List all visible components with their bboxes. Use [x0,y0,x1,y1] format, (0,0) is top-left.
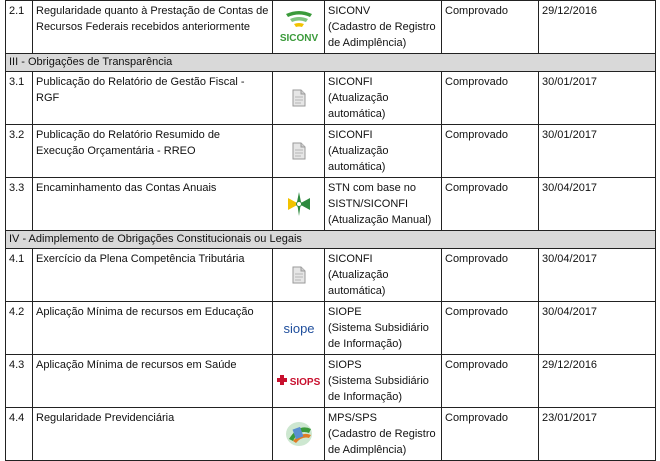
obligations-table [5,0,656,461]
siconv-logo-text: SICONV [279,33,318,44]
item-source: SICONFI (Atualização automática) [325,249,442,302]
item-date: 30/04/2017 [539,178,656,231]
document-icon [292,92,306,104]
item-icon-cell [273,355,325,408]
item-icon-cell [273,178,325,231]
item-date: 30/01/2017 [539,125,656,178]
table-row [6,302,656,355]
document-icon [292,269,306,281]
item-date: 30/01/2017 [539,72,656,125]
item-date: 29/12/2016 [539,355,656,408]
table-row [6,125,656,178]
item-icon-cell [273,302,325,355]
mps-logo-icon [283,428,315,440]
siope-logo-icon [276,322,322,334]
item-status: Comprovado [442,355,539,408]
table-body [6,1,656,461]
item-icon-cell [273,125,325,178]
item-icon-cell [273,1,325,54]
item-status: Comprovado [442,178,539,231]
item-number: 4.1 [6,249,33,302]
item-number: 4.2 [6,302,33,355]
item-description: Publicação do Relatório Resumido de Execução Orçamentária - RREO [33,125,273,178]
table-row [6,72,656,125]
item-description: Aplicação Mínima de recursos em Saúde [33,355,273,408]
section-header-row [6,54,656,72]
siope-logo-text: siope [282,321,315,336]
section-header-row [6,231,656,249]
item-status: Comprovado [442,249,539,302]
item-status: Comprovado [442,125,539,178]
item-description: Publicação do Relatório de Gestão Fiscal - RGF [33,72,273,125]
document-icon [292,145,306,157]
siops-logo-icon [275,375,323,387]
item-description: Aplicação Mínima de recursos em Educação [33,302,273,355]
item-number: 4.4 [6,408,33,461]
item-date: 30/04/2017 [539,249,656,302]
item-status: Comprovado [442,302,539,355]
item-source: SICONFI (Atualização automática) [325,72,442,125]
item-source: MPS/SPS (Cadastro de Registro de Adimplência) [325,408,442,461]
item-status: Comprovado [442,72,539,125]
table-row [6,408,656,461]
item-source: SIOPS (Sistema Subsidiário de Informação) [325,355,442,408]
item-number: 3.1 [6,72,33,125]
table-row [6,178,656,231]
item-icon-cell [273,72,325,125]
item-number: 4.3 [6,355,33,408]
stn-logo-icon [284,198,314,210]
item-source: SICONFI (Atualização automática) [325,125,442,178]
table-row [6,355,656,408]
item-source: SICONV (Cadastro de Registro de Adimplência) [325,1,442,54]
item-description: Regularidade quanto à Prestação de Contas de Recursos Federais recebidos anteriormente [33,1,273,54]
item-status: Comprovado [442,1,539,54]
item-source: STN com base no SISTN/SICONFI (Atualização Manual) [325,178,442,231]
item-number: 3.3 [6,178,33,231]
item-description: Exercício da Plena Competência Tributária [33,249,273,302]
item-icon-cell [273,249,325,302]
section-title: IV - Adimplemento de Obrigações Constitucionais ou Legais [6,231,656,249]
siops-logo-text: SIOPS [289,377,320,388]
item-icon-cell [273,408,325,461]
item-description: Regularidade Previdenciária [33,408,273,461]
section-title: III - Obrigações de Transparência [6,54,656,72]
item-date: 23/01/2017 [539,408,656,461]
item-date: 29/12/2016 [539,1,656,54]
item-source: SIOPE (Sistema Subsidiário de Informação) [325,302,442,355]
table-row [6,249,656,302]
item-date: 30/04/2017 [539,302,656,355]
table-row [6,1,656,54]
item-status: Comprovado [442,408,539,461]
item-number: 3.2 [6,125,33,178]
item-number: 2.1 [6,1,33,54]
item-description: Encaminhamento das Contas Anuais [33,178,273,231]
siconv-logo-icon [276,21,322,44]
